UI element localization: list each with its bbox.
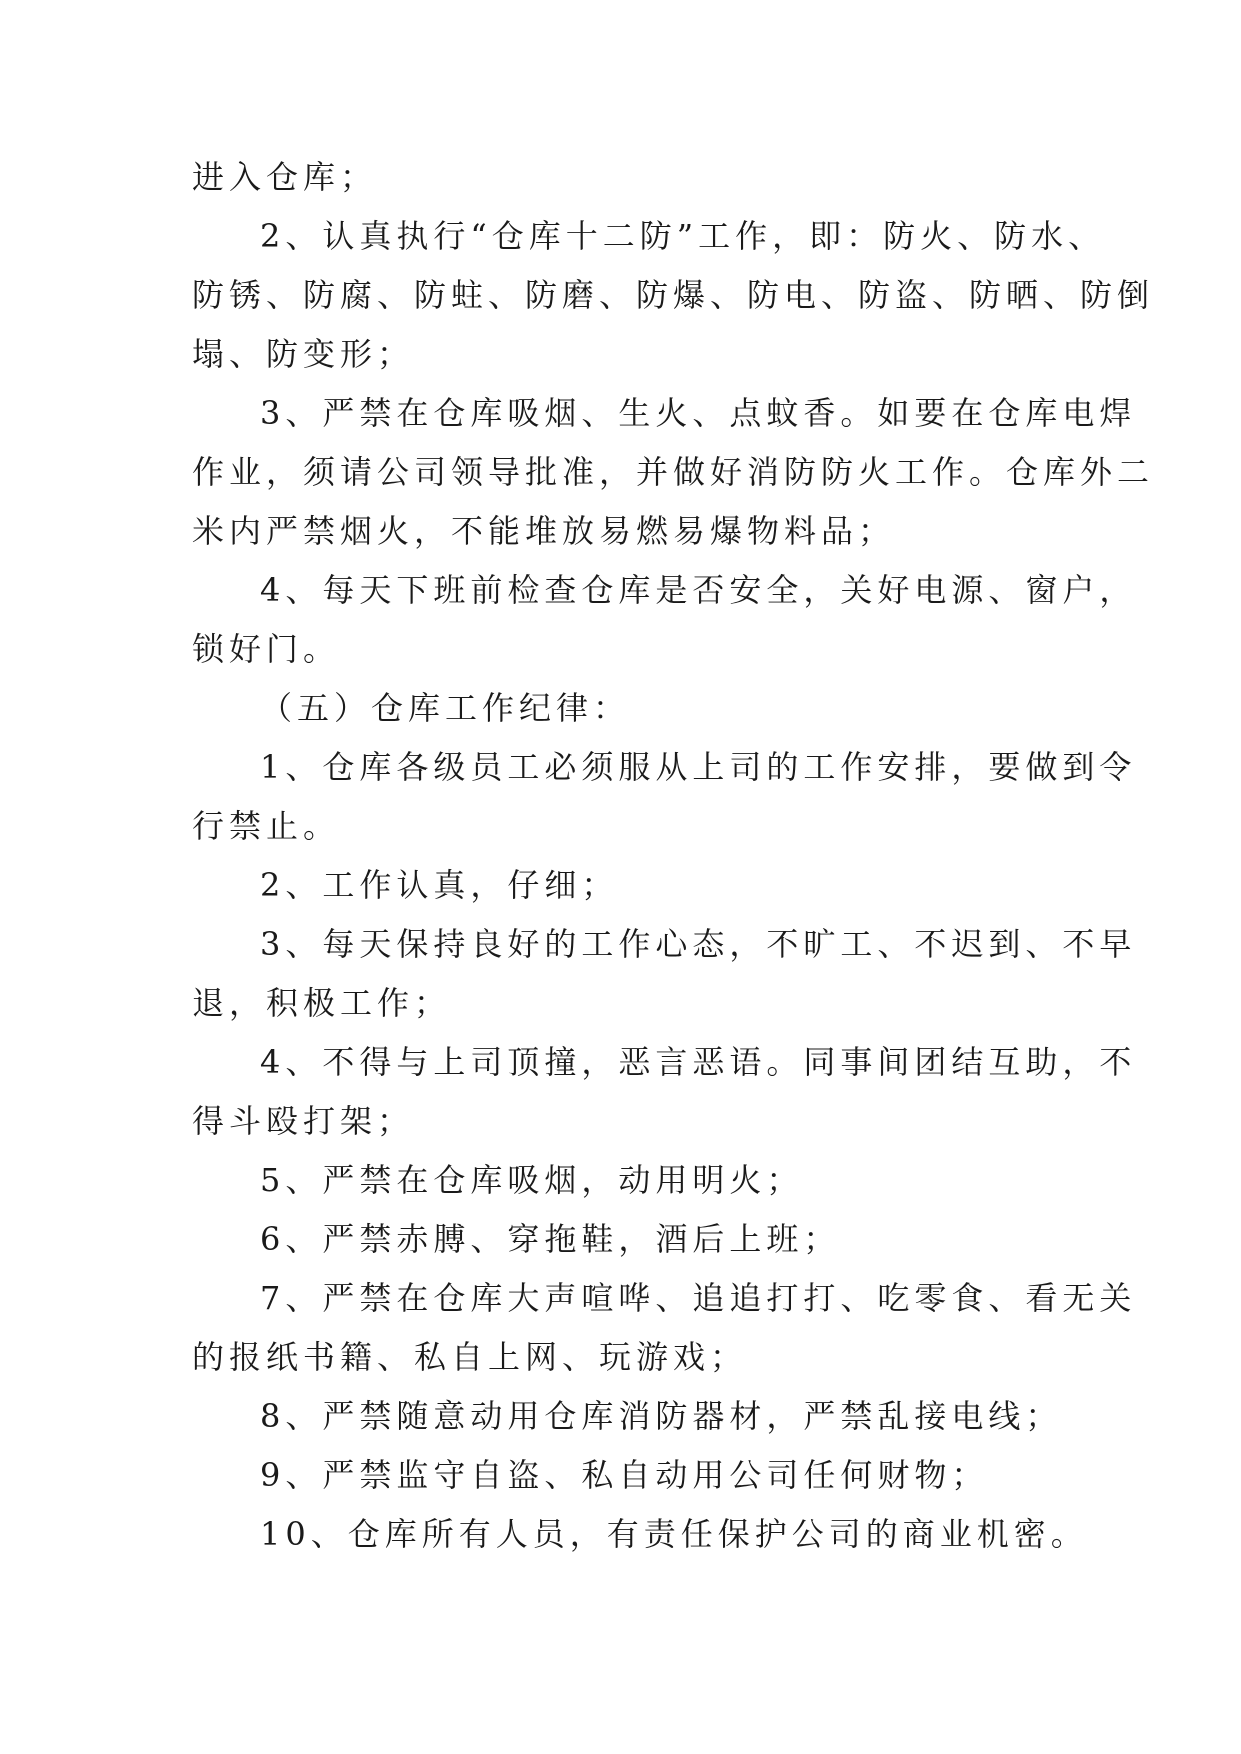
text-line: 1、仓库各级员工必须服从上司的工作安排，要做到令	[260, 748, 1137, 786]
text-line: 4、不得与上司顶撞，恶言恶语。同事间团结互助，不	[260, 1043, 1137, 1081]
text-line: 10、仓库所有人员，有责任保护公司的商业机密。	[260, 1515, 1088, 1553]
text-line: 进入仓库；	[192, 158, 378, 196]
text-line: 的报纸书籍、私自上网、玩游戏；	[192, 1338, 748, 1376]
text-line: 得斗殴打架；	[192, 1102, 415, 1140]
text-line: 2、认真执行“仓库十二防”工作，即：防火、防水、	[260, 217, 1106, 255]
text-line: 退，积极工作；	[192, 984, 452, 1022]
text-line: 塌、防变形；	[192, 335, 415, 373]
text-line: 3、每天保持良好的工作心态，不旷工、不迟到、不早	[260, 925, 1137, 963]
text-line: 8、严禁随意动用仓库消防器材，严禁乱接电线；	[260, 1397, 1063, 1435]
text-line: 5、严禁在仓库吸烟，动用明火；	[260, 1161, 804, 1199]
text-line: 4、每天下班前检查仓库是否安全，关好电源、窗户，	[260, 571, 1137, 609]
text-line: 6、严禁赤膊、穿拖鞋，酒后上班；	[260, 1220, 841, 1258]
text-line: 作业，须请公司领导批准，并做好消防防火工作。仓库外二	[192, 453, 1155, 491]
text-line: 9、严禁监守自盗、私自动用公司任何财物；	[260, 1456, 989, 1494]
text-line: 防锈、防腐、防蛀、防磨、防爆、防电、防盗、防晒、防倒	[192, 276, 1155, 314]
text-line: 3、严禁在仓库吸烟、生火、点蚊香。如要在仓库电焊	[260, 394, 1137, 432]
text-line: 行禁止。	[192, 807, 341, 845]
section-heading: （五）仓库工作纪律：	[260, 689, 631, 727]
document-page	[192, 148, 1155, 1564]
text-line: 2、工作认真，仔细；	[260, 866, 619, 904]
text-line: 米内严禁烟火，不能堆放易燃易爆物料品；	[192, 512, 896, 550]
text-line: 锁好门。	[192, 630, 341, 668]
text-line: 7、严禁在仓库大声喧哗、追追打打、吃零食、看无关	[260, 1279, 1137, 1317]
